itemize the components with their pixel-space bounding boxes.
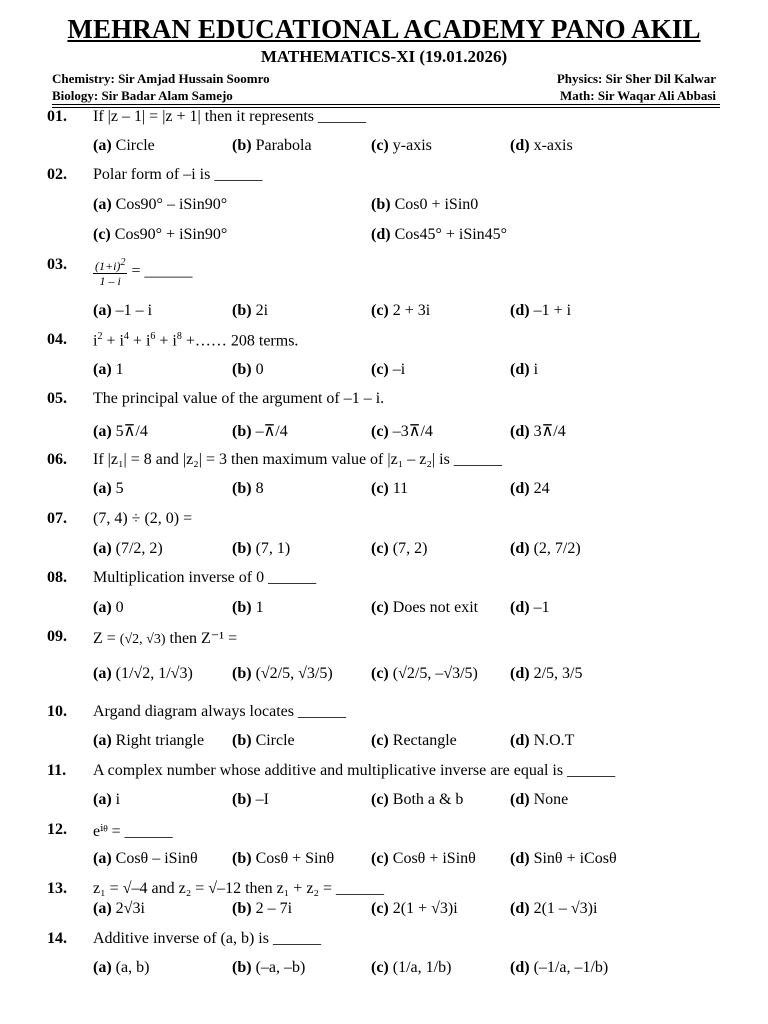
option-label: (d): [510, 900, 530, 917]
option-c: [371, 421, 433, 441]
option-label: (d): [510, 732, 530, 749]
option-text: Cosθ + iSinθ: [388, 850, 476, 867]
question-text: If |z₁| = 8 and |z₂| = 3 then maximum value of |z₁ – z₂| is ______: [93, 451, 502, 468]
option-c: [371, 137, 432, 155]
option-d: [510, 959, 608, 977]
option-d: [510, 137, 573, 155]
option-label: (c): [371, 137, 389, 154]
option-label: (a): [93, 791, 112, 808]
option-text: –1 – i: [111, 302, 153, 319]
option-label: (b): [232, 599, 252, 616]
option-b: [232, 665, 333, 683]
text-part: then Z⁻¹ =: [165, 630, 238, 647]
option-d: [510, 732, 574, 750]
option-label: (d): [510, 302, 530, 319]
option-d: [510, 421, 566, 441]
option-label: (a): [93, 665, 112, 682]
question-text: Multiplication inverse of 0 ______: [93, 569, 317, 586]
option-a: [93, 361, 124, 379]
option-text: None: [529, 791, 569, 808]
option-b: [232, 959, 305, 977]
option-label: (b): [232, 900, 252, 917]
option-label: (b): [232, 959, 252, 976]
option-text: –i: [388, 361, 406, 378]
option-a: [93, 665, 193, 683]
option-b: [232, 732, 295, 750]
option-text: y-axis: [388, 137, 432, 154]
option-label: (c): [371, 423, 389, 440]
option-text: (1/a, 1/b): [388, 959, 452, 976]
question-row: [47, 628, 727, 652]
option-text: (–1/a, –1/b): [529, 959, 609, 976]
option-b: [232, 850, 334, 868]
option-b: [371, 196, 478, 214]
option-text: 5⊼/4: [111, 423, 148, 440]
option-label: (c): [371, 302, 389, 319]
option-text: (1/√2, 1/√3): [111, 665, 193, 682]
option-a: [93, 791, 120, 809]
option-text: Circle: [251, 732, 295, 749]
text-part: +…… 208 terms.: [181, 332, 299, 350]
option-a: [93, 421, 148, 441]
option-text: Right triangle: [111, 732, 205, 749]
option-b: [232, 421, 288, 441]
question-row: [47, 256, 727, 288]
question-number: 07.: [47, 510, 67, 527]
option-label: (c): [371, 665, 389, 682]
exponent: 2: [120, 257, 126, 268]
question-number: 06.: [47, 451, 67, 468]
option-label: (d): [510, 665, 530, 682]
question-number: 02.: [47, 166, 67, 183]
option-b: [232, 302, 268, 320]
question-number: 13.: [47, 880, 67, 897]
exponent: 6: [150, 331, 156, 342]
option-text: (√2/5, –√3/5): [388, 665, 478, 682]
header: [52, 14, 716, 104]
question-row: [47, 451, 727, 475]
question-text: Additive inverse of (a, b) is ______: [93, 930, 321, 947]
option-label: (b): [232, 540, 252, 557]
option-label: (b): [232, 361, 252, 378]
option-label: (a): [93, 900, 112, 917]
option-label: (c): [371, 900, 389, 917]
option-a: [93, 732, 204, 750]
option-text: (7, 1): [251, 540, 291, 557]
option-a: [93, 302, 152, 320]
question-text: [93, 628, 237, 648]
question-row: [47, 762, 727, 786]
option-c: [371, 959, 451, 977]
question-row: [47, 108, 727, 132]
option-text: 2√3i: [111, 900, 145, 917]
option-b: [232, 480, 264, 498]
option-text: 24: [529, 480, 550, 497]
option-text: 3⊼/4: [529, 423, 566, 440]
exam-subtitle: MATHEMATICS-XI (19.01.2026): [260, 47, 508, 66]
option-text: (√2/5, √3/5): [251, 665, 333, 682]
question-number: 10.: [47, 703, 67, 720]
option-label: (b): [232, 423, 252, 440]
option-text: 1: [251, 599, 264, 616]
question-text: [93, 331, 298, 350]
option-label: (c): [93, 226, 111, 243]
option-text: (7, 2): [388, 540, 428, 557]
option-label: (c): [371, 959, 389, 976]
option-c: [371, 361, 405, 379]
option-c: [371, 665, 478, 683]
fraction: [93, 256, 127, 288]
teacher-math: Math: Sir Waqar Ali Abbasi: [559, 88, 716, 103]
question-row: [47, 166, 727, 190]
option-text: 1: [111, 361, 124, 378]
option-c: [371, 732, 457, 750]
option-label: (b): [232, 732, 252, 749]
option-text: 5: [111, 480, 124, 497]
option-label: (b): [232, 791, 252, 808]
option-text: 2(1 – √3)i: [529, 900, 598, 917]
option-label: (b): [371, 196, 391, 213]
question-text: Argand diagram always locates ______: [93, 703, 346, 720]
option-text: 2 + 3i: [388, 302, 431, 319]
option-c: [371, 791, 463, 809]
option-text: N.O.T: [529, 732, 575, 749]
option-c: [93, 226, 227, 244]
option-label: (d): [371, 226, 391, 243]
option-label: (c): [371, 480, 389, 497]
text-part: + i: [155, 332, 177, 350]
question-number: 01.: [47, 108, 67, 125]
question-number: 14.: [47, 930, 67, 947]
text-part: = ______: [127, 262, 193, 280]
question-number: 08.: [47, 569, 67, 586]
option-label: (c): [371, 599, 389, 616]
math-expression: (√2, √3): [119, 632, 166, 647]
teacher-chemistry: Chemistry: Sir Amjad Hussain Soomro: [52, 71, 270, 86]
option-label: (a): [93, 959, 112, 976]
option-label: (c): [371, 361, 389, 378]
option-text: 2(1 + √3)i: [388, 900, 458, 917]
option-c: [371, 850, 476, 868]
question-number: 11.: [47, 762, 67, 779]
option-b: [232, 540, 290, 558]
option-text: x-axis: [529, 137, 573, 154]
option-label: (b): [232, 302, 252, 319]
option-d: [510, 665, 582, 683]
option-label: (d): [510, 423, 530, 440]
option-text: 11: [388, 480, 409, 497]
option-text: Sinθ + iCosθ: [529, 850, 617, 867]
question-number: 03.: [47, 256, 67, 273]
question-row: [47, 930, 727, 954]
option-a: [93, 900, 145, 918]
option-text: (7/2, 2): [111, 540, 163, 557]
option-a: [93, 196, 227, 214]
option-label: (a): [93, 302, 112, 319]
option-label: (b): [232, 665, 252, 682]
option-c: [371, 540, 427, 558]
question-number: 09.: [47, 628, 67, 645]
text-part: + i: [102, 332, 124, 350]
option-label: (a): [93, 361, 112, 378]
header-divider: [52, 104, 720, 105]
option-text: –I: [251, 791, 269, 808]
option-text: Cos90° + iSin90°: [110, 226, 228, 243]
option-label: (d): [510, 791, 530, 808]
option-label: (a): [93, 540, 112, 557]
option-label: (c): [371, 732, 389, 749]
teacher-list: [52, 70, 716, 104]
question-text: A complex number whose additive and multiplicative inverse are equal is ______: [93, 762, 616, 779]
question-number: 04.: [47, 331, 67, 348]
option-a: [93, 959, 149, 977]
option-d: [510, 599, 550, 617]
option-text: Parabola: [251, 137, 312, 154]
question-text: eⁱᶿ = ______: [93, 823, 173, 840]
option-text: Cos0 + iSin0: [390, 196, 479, 213]
option-text: Rectangle: [388, 732, 457, 749]
option-d: [510, 302, 571, 320]
option-c: [371, 900, 458, 918]
option-text: (a, b): [111, 959, 150, 976]
option-text: Cosθ + Sinθ: [251, 850, 335, 867]
option-b: [232, 599, 264, 617]
option-label: (b): [232, 480, 252, 497]
option-label: (d): [510, 480, 530, 497]
option-label: (d): [510, 361, 530, 378]
option-label: (a): [93, 850, 112, 867]
option-a: [93, 540, 163, 558]
option-label: (c): [371, 850, 389, 867]
teacher-physics: Physics: Sir Sher Dil Kalwar: [556, 71, 716, 86]
option-b: [232, 361, 264, 379]
option-text: –1 + i: [529, 302, 572, 319]
option-text: Both a & b: [388, 791, 464, 808]
option-text: i: [111, 791, 121, 808]
option-label: (b): [232, 850, 252, 867]
option-d: [510, 480, 550, 498]
option-text: 0: [251, 361, 264, 378]
option-text: i: [529, 361, 539, 378]
option-c: [371, 302, 430, 320]
question-row: [47, 569, 727, 593]
question-row: [47, 390, 727, 414]
option-text: 8: [251, 480, 264, 497]
option-label: (a): [93, 196, 112, 213]
option-text: –⊼/4: [251, 423, 288, 440]
option-text: Circle: [111, 137, 155, 154]
option-d: [510, 540, 581, 558]
question-row: [47, 703, 727, 727]
option-text: 2 – 7i: [251, 900, 293, 917]
question-row: [47, 331, 727, 355]
option-text: Cos90° – iSin90°: [111, 196, 228, 213]
question-text: The principal value of the argument of –1 – i.: [93, 390, 385, 407]
option-label: (d): [510, 599, 530, 616]
fraction-denominator: 1 – i: [99, 274, 121, 288]
option-d: [510, 361, 538, 379]
option-text: Cosθ – iSinθ: [111, 850, 198, 867]
text-part: i: [93, 332, 98, 350]
question-text: If |z – 1| = |z + 1| then it represents ______: [93, 108, 367, 125]
option-label: (c): [371, 791, 389, 808]
option-label: (d): [510, 959, 530, 976]
question-text: Polar form of –i is ______: [93, 166, 263, 183]
option-label: (a): [93, 732, 112, 749]
question-number: 05.: [47, 390, 67, 407]
academy-title: MEHRAN EDUCATIONAL ACADEMY PANO AKIL: [67, 14, 701, 44]
option-text: 0: [111, 599, 124, 616]
text-part: Z =: [93, 630, 120, 647]
option-label: (a): [93, 137, 112, 154]
question-text: z₁ = √–4 and z₂ = √–12 then z₁ + z₂ = ______: [93, 880, 385, 897]
exponent: 2: [97, 331, 103, 342]
question-row: [47, 821, 727, 845]
question-text: [93, 256, 192, 288]
option-d: [510, 850, 617, 868]
option-label: (a): [93, 423, 112, 440]
option-d: [510, 791, 568, 809]
option-text: (2, 7/2): [529, 540, 581, 557]
option-c: [371, 599, 478, 617]
option-text: 2/5, 3/5: [529, 665, 583, 682]
question-row: [47, 510, 727, 534]
option-label: (d): [510, 540, 530, 557]
option-label: (a): [93, 599, 112, 616]
option-label: (a): [93, 480, 112, 497]
option-d: [510, 900, 597, 918]
option-label: (c): [371, 540, 389, 557]
option-c: [371, 480, 408, 498]
text-part: + i: [128, 332, 151, 350]
option-a: [93, 599, 124, 617]
option-a: [93, 137, 155, 155]
option-text: (–a, –b): [251, 959, 306, 976]
option-d: [371, 226, 507, 244]
option-label: (b): [232, 137, 252, 154]
option-text: 2i: [251, 302, 269, 319]
option-b: [232, 137, 312, 155]
question-text: (7, 4) ÷ (2, 0) =: [93, 510, 193, 527]
option-label: (d): [510, 850, 530, 867]
question-number: 12.: [47, 821, 67, 838]
teacher-biology: Biology: Sir Badar Alam Samejo: [52, 88, 233, 103]
option-text: –3⊼/4: [388, 423, 433, 440]
exponent: 4: [123, 331, 129, 342]
option-text: Does not exit: [388, 599, 479, 616]
option-a: [93, 850, 198, 868]
option-b: [232, 900, 292, 918]
option-text: –1: [529, 599, 550, 616]
option-a: [93, 480, 124, 498]
exponent: 8: [176, 331, 182, 342]
option-b: [232, 791, 269, 809]
option-label: (d): [510, 137, 530, 154]
option-text: Cos45° + iSin45°: [390, 226, 508, 243]
fraction-numerator: $(1+i)^2$: [95, 257, 126, 273]
